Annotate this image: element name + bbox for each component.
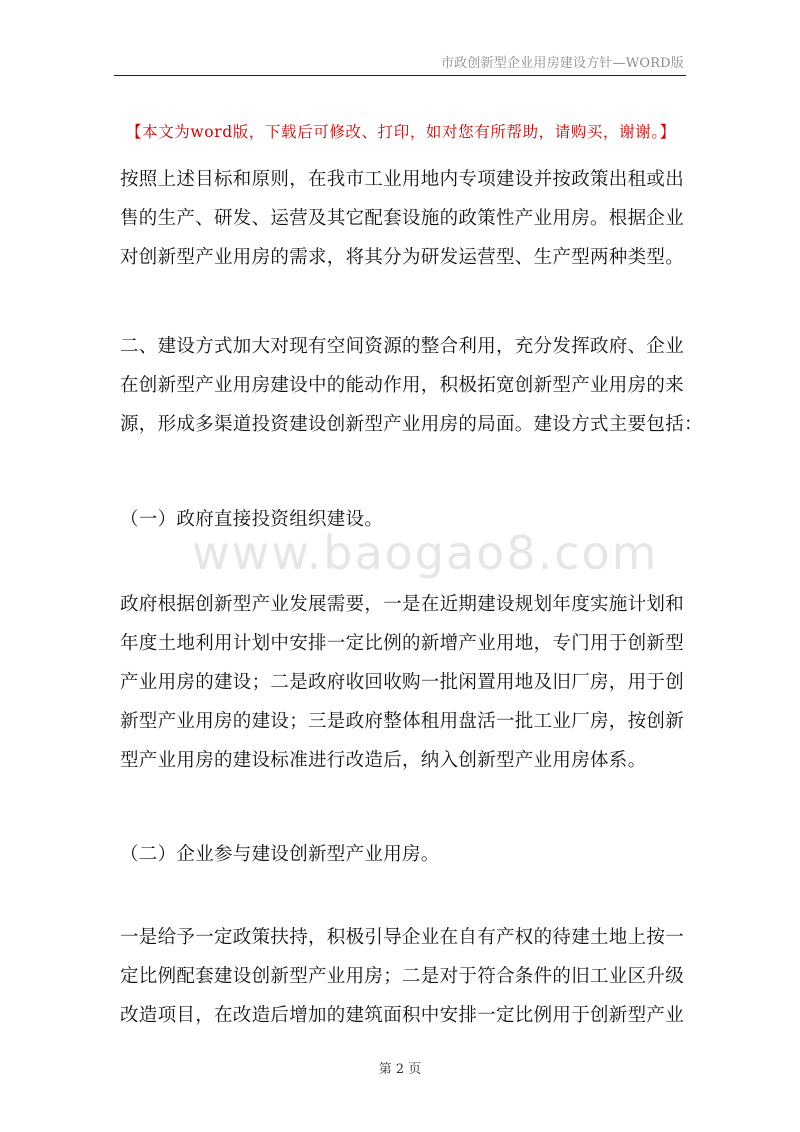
running-header-title: 市政创新型企业用房建设方针—WORD版 (440, 56, 684, 71)
paragraph-line: 政府根据创新型产业发展需要，一是在近期建设规划年度实施计划和 (120, 594, 685, 615)
paragraph-line: 按照上述目标和原则，在我市工业用地内专项建设并按政策出租或出 (120, 169, 685, 190)
paragraph-line: 新型产业用房的建设；三是政府整体租用盘活一批工业厂房，按创新 (120, 711, 685, 732)
page-number: 第 2 页 (378, 1062, 422, 1077)
paragraph-enterprise-participation (120, 918, 684, 1035)
paragraph-line: 改造项目，在改造后增加的建筑面积中安排一定比例用于创新型产业 (120, 1005, 685, 1026)
section-heading-government: （一）政府直接投资组织建设。 (120, 509, 384, 530)
paragraph-line: 产业用房的建设；二是政府收回收购一批闲置用地及旧厂房，用于创 (120, 672, 685, 693)
download-notice: 【本文为word版，下载后可修改、打印，如对您有所帮助，请购买，谢谢。】 (126, 123, 676, 141)
paragraph-line: 定比例配套建设创新型产业用房；二是对于符合条件的旧工业区升级 (120, 966, 685, 987)
section-heading-enterprise: （二）企业参与建设创新型产业用房。 (120, 844, 440, 865)
paragraph-line: 一是给予一定政策扶持，积极引导企业在自有产权的待建土地上按一 (120, 927, 685, 948)
paragraph-line: 在创新型产业用房建设中的能动作用，积极拓宽创新型产业用房的来 (120, 375, 685, 396)
watermark: www.baogao8.com (192, 526, 659, 580)
paragraph-line: 型产业用房的建设标准进行改造后，纳入创新型产业用房体系。 (120, 750, 647, 771)
paragraph-line: 年度土地利用计划中安排一定比例的新增产业用地，专门用于创新型 (120, 633, 685, 654)
header-divider (114, 75, 686, 76)
paragraph-intro (120, 160, 684, 277)
paragraph-line: 源，形成多渠道投资建设创新型产业用房的局面。建设方式主要包括： (120, 414, 703, 435)
paragraph-line: 对创新型产业用房的需求，将其分为研发运营型、生产型两种类型。 (120, 247, 685, 268)
paragraph-line: 二、建设方式加大对现有空间资源的整合利用，充分发挥政府、企业 (120, 336, 685, 357)
paragraph-line: 售的生产、研发、运营及其它配套设施的政策性产业用房。根据企业 (120, 208, 685, 229)
paragraph-construction-methods (120, 327, 703, 444)
paragraph-government-investment (120, 585, 684, 780)
